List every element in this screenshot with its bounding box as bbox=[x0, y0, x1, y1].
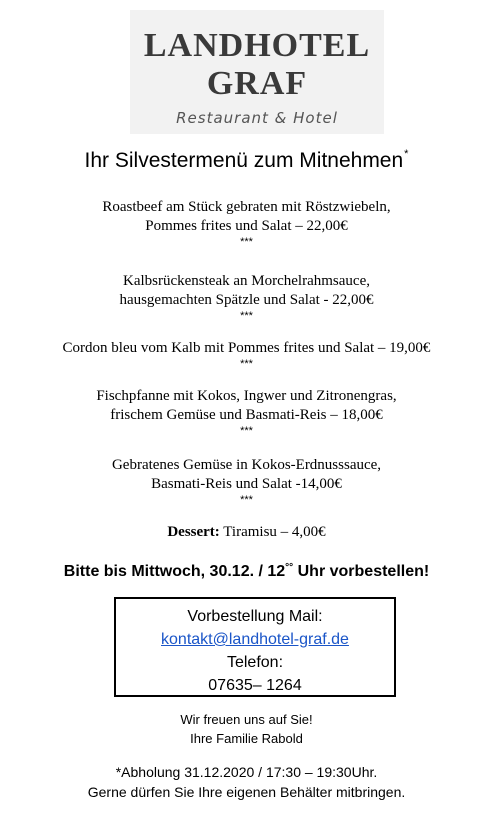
menu-item-3-line-1: Cordon bleu vom Kalb mit Pommes frites und Salat – 19,00€ bbox=[62, 340, 431, 356]
menu-item-2-line-1: Kalbsrückensteak an Morchelrahmsauce, bbox=[123, 273, 370, 289]
logo-line-2: GRAF bbox=[206, 65, 308, 102]
separator-3: *** bbox=[240, 358, 253, 370]
separator-2: *** bbox=[240, 310, 253, 322]
logo-line-1: LANDHOTEL bbox=[143, 27, 371, 64]
dessert-label: Dessert: bbox=[167, 524, 220, 540]
phone-number: 07635– 1264 bbox=[208, 677, 302, 694]
deadline-suffix: Uhr vorbestellen! bbox=[293, 563, 430, 580]
container-note: Gerne dürfen Sie Ihre eigenen Behälter mitbringen. bbox=[87, 784, 406, 800]
greeting-line-1: Wir freuen uns auf Sie! bbox=[180, 712, 313, 727]
menu-item-4-line-1: Fischpfanne mit Kokos, Ingwer und Zitronengras, bbox=[96, 388, 397, 404]
menu-item-4-line-2: frischem Gemüse und Basmati-Reis – 18,00€ bbox=[110, 407, 383, 423]
menu-item-1-line-2: Pommes frites und Salat – 22,00€ bbox=[145, 218, 348, 234]
mail-label: Vorbestellung Mail: bbox=[187, 608, 323, 625]
greeting-line-2: Ihre Familie Rabold bbox=[190, 731, 303, 746]
email-link[interactable]: kontakt@landhotel-graf.de bbox=[161, 631, 349, 648]
logo-tagline: Restaurant & Hotel bbox=[176, 109, 338, 127]
deadline-superscript: °° bbox=[285, 562, 294, 573]
hotel-logo bbox=[130, 10, 384, 134]
separator-4: *** bbox=[240, 425, 253, 437]
dessert-line bbox=[0, 523, 493, 542]
title-footnote-mark: * bbox=[404, 148, 409, 160]
menu-item-5-line-1: Gebratenes Gemüse in Kokos-Erdnusssauce, bbox=[111, 457, 382, 473]
separator-5: *** bbox=[240, 494, 253, 506]
menu-item-1-line-1: Roastbeef am Stück gebraten mit Röstzwiebeln, bbox=[102, 199, 391, 215]
page-title bbox=[0, 148, 493, 173]
pickup-note: *Abholung 31.12.2020 / 17:30 – 19:30Uhr. bbox=[115, 764, 378, 780]
page-title-text: Ihr Silvestermenü zum Mitnehmen bbox=[84, 149, 404, 172]
phone-label: Telefon: bbox=[226, 654, 284, 671]
separator-1: *** bbox=[240, 236, 253, 248]
deadline-text: Bitte bis Mittwoch, 30.12. / 12 bbox=[63, 563, 286, 580]
dessert-text: Tiramisu – 4,00€ bbox=[219, 524, 326, 540]
contact-box bbox=[114, 597, 396, 697]
menu-item-5-line-2: Basmati-Reis und Salat -14,00€ bbox=[151, 476, 342, 492]
menu-item-2-line-2: hausgemachten Spätzle und Salat - 22,00€ bbox=[119, 292, 374, 308]
order-deadline bbox=[0, 562, 493, 581]
